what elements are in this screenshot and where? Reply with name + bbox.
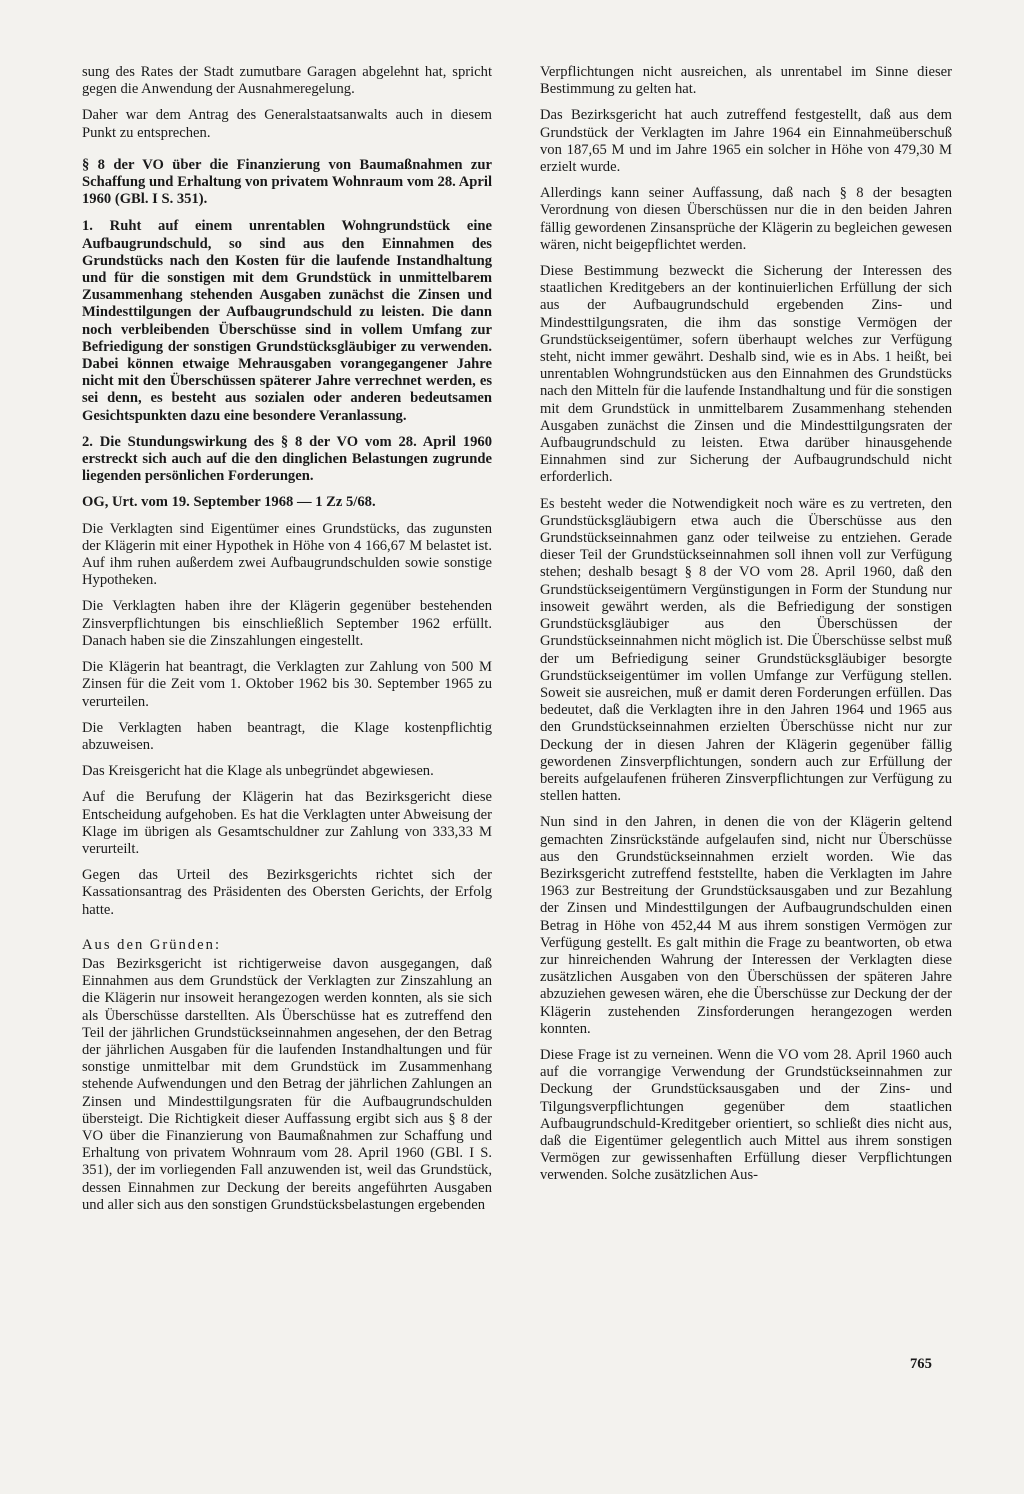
paragraph: Die Verklagten sind Eigentümer eines Grundstücks, das zugunsten der Klägerin mit einer Hypothek in Höhe von 4 166,67 M belastet ist. Auf ihm ruhen außerdem zwei Aufbaugrundschulden sowie sonstige Hypotheken. xyxy=(82,520,492,589)
paragraph: Daher war dem Antrag des Generalstaatsanwalts auch in diesem Punkt zu entsprechen. xyxy=(82,107,492,141)
paragraph: Die Verklagten haben beantragt, die Klage kostenpflichtig abzuweisen. xyxy=(82,719,492,753)
paragraph: Diese Frage ist zu verneinen. Wenn die VO vom 28. April 1960 auch auf die vorrangige Verwendung der Grundstückseinnahmen zur Deckung der Grundstücksausgaben und der Zins- und Tilgungsverpflichtungen gegenüber dem staatlichen Aufbaugrundschuld-Kreditgeber orientiert, so schließt dies nicht aus, daß die Eigentümer gelegentlich auch Mittel aus ihrem sonstigen Vermögen zur gewissenhaften Erfüllung dieser Verpflichtungen verwenden. Solche zusätzlichen Aus- xyxy=(540,1046,952,1184)
paragraph: Verpflichtungen nicht ausreichen, als unrentabel im Sinne dieser Bestimmung zu gelten hat. xyxy=(540,64,952,98)
paragraph: Allerdings kann seiner Auffassung, daß nach § 8 der besagten Verordnung von diesen Überschüssen nur die in den beiden Jahren fällig gewordenen Zinsansprüche der Klägerin zu begleichen gewesen wären, nicht beigepflichtet werden. xyxy=(540,185,952,253)
law-reference-heading: § 8 der VO über die Finanzierung von Baumaßnahmen zur Schaffung und Erhaltung von privatem Wohnraum vom 28. April 1960 (GBl. I S. 351). xyxy=(82,156,492,208)
paragraph: Es besteht weder die Notwendigkeit noch wäre es zu vertreten, den Grundstücksgläubigern etwa auch die Überschüsse aus den Grundstückseinnahmen ganz oder teilweise zu entziehen. Gerade dieser Teil der Grundstückseinnahmen soll ihnen voll zur Verfügung stehen; deshalb besagt § 8 der VO vom 28. April 1960, daß den Grundstückseigentümern Vergünstigungen in Form der Stundung nur insoweit gewährt werden, als die Befriedigung der sonstigen Grundstücksgläubiger aus den Überschüssen der Grundstückseinnahmen nicht möglich ist. Die Überschüsse selbst muß der um Befriedigung seiner Grundstücksgläubiger besorgte Grundstückseigentümer im vollen Umfange zur Verfügung stellen. Soweit sie ausreichen, muß er damit deren Forderungen erfüllen. Das bedeutet, daß die Verklagten ihre in den Jahren 1964 und 1965 aus den Grundstückseinnahmen erzielten Überschüsse nicht nur zur Deckung der in diesen Jahren der Klägerin gegenüber fällig gewordenen Zinsverpflichtungen, sondern auch zur Erfüllung der bereits aufgelaufenen früheren Zinsverpflichtungen zur Verfügung zu stellen hatten. xyxy=(540,495,952,805)
headnote-1: 1. Ruht auf einem unrentablen Wohngrundstück eine Aufbaugrundschuld, so sind aus den Einnahmen des Grundstücks nach den Kosten für die laufende Instandhaltung und für die sonstigen mit dem Grundstück in unmittelbarem Zusammenhang stehenden Ausgaben zunächst die Zinsen und Mindesttilgungen der Aufbaugrundschuld zu leisten. Die dann noch verbleibenden Überschüsse sind in vollem Umfang zur Befriedigung der sonstigen Grundstücksgläubiger zu verwenden. Dabei können etwaige Mehrausgaben vorangegangener Jahre nicht mit den Überschüssen späterer Jahre verrechnet werden, es sei denn, es besteht aus sozialen oder anderen bedeutsamen Gesichtspunkten dazu eine besondere Veranlassung. xyxy=(82,218,492,424)
paragraph: Diese Bestimmung bezweckt die Sicherung der Interessen des staatlichen Kreditgebers an der kontinuierlichen Erfüllung der sich aus der Aufbaugrundschuld ergebenden Zins- und Mindesttilgungsraten, die ihm das sonstige Vermögen der Grundstückseigentümer, sofern überhaupt welches zur Verfügung steht, nicht immer gewährt. Deshalb sind, wie es in Abs. 1 heißt, bei unrentablen Wohngrundstücken aus den Einnahmen des Grundstücks nach den Mitteln für die laufende Instandhaltung und für die sonstigen mit dem Grundstück in unmittelbarem Zusammenhang stehenden Ausgaben zunächst die Zinsen und die Mindesttilgungsraten der Aufbaugrundschuld zu leisten. Etwa darüber hinausgehende Einnahmen sind zur Sicherung der Aufbaugrundschuld nicht erforderlich. xyxy=(540,263,952,486)
grounds-title: Aus den Gründen: xyxy=(82,936,222,953)
paragraph: Das Bezirksgericht hat auch zutreffend festgestellt, daß aus dem Grundstück der Verklagten im Jahre 1964 ein Einnahmeüberschuß von 187,65 M und im Jahre 1965 ein solcher in Höhe von 479,30 M erzielt wurde. xyxy=(540,107,952,176)
paragraph: sung des Rates der Stadt zumutbare Garagen abgelehnt hat, spricht gegen die Anwendung der Ausnahmeregelung. xyxy=(82,64,492,98)
paragraph: Die Klägerin hat beantragt, die Verklagten zur Zahlung von 500 M Zinsen für die Zeit vom 1. Oktober 1962 bis 30. September 1965 zu verurteilen. xyxy=(82,659,492,710)
paragraph: Auf die Berufung der Klägerin hat das Bezirksgericht diese Entscheidung aufgehoben. Es hat die Verklagten unter Abweisung der Klage im übrigen als Gesamtschuldner zur Zahlung von 333,33 M verurteilt. xyxy=(82,789,492,857)
paragraph: Das Kreisgericht hat die Klage als unbegründet abgewiesen. xyxy=(82,763,434,780)
right-column xyxy=(540,64,952,1194)
left-column xyxy=(82,64,492,1223)
paragraph: Nun sind in den Jahren, in denen die von der Klägerin geltend gemachten Zinsrückstände aufgelaufen sind, nicht nur Überschüsse aus den Grundstückseinnahmen erzielt worden. Wie das Bezirksgericht zutreffend feststellte, haben die Verklagten im Jahre 1963 zur Bestreitung der Grundstücksausgaben und zur Bezahlung der Zinsen und Mindesttilgungen der Aufbaugrundschulden einen Betrag in Höhe von 452,44 M aus ihrem sonstigen Vermögen zur Verfügung gestellt. Es galt mithin die Frage zu beantworten, ob etwa zur hinreichenden Wahrung der Interessen der Verklagten diese zusätzlichen Ausgaben von den Überschüssen der späteren Jahre abzuziehen gewesen wären, ehe die Überschüsse zur Deckung der der Klägerin zustehenden Zinsforderungen herangezogen werden konnten. xyxy=(540,814,952,1037)
paragraph: Die Verklagten haben ihre der Klägerin gegenüber bestehenden Zinsverpflichtungen bis einschließlich September 1962 erfüllt. Danach haben sie die Zinszahlungen eingestellt. xyxy=(82,598,492,649)
paragraph: Gegen das Urteil des Bezirksgerichts richtet sich der Kassationsantrag des Präsidenten des Obersten Gerichts, der Erfolg hatte. xyxy=(82,867,492,918)
paragraph: Das Bezirksgericht ist richtigerweise davon ausgegangen, daß Einnahmen aus dem Grundstück der Verklagten zur Zinszahlung an die Klägerin nur insoweit herangezogen werden konnten, als sie sich als Überschüsse darstellten. Als Überschüsse hat es zutreffend den Teil der jährlichen Grundstückseinnahmen angesehen, der den Betrag der jährlichen Ausgaben für die laufenden Instandhaltungen und für sonstige unmittelbar mit dem Grundstück im Zusammenhang stehende Aufwendungen und den Betrag der jährlichen Zahlungen an Zinsen und Mindesttilgungsraten für die Aufbaugrundschulden übersteigt. Die Richtigkeit dieser Auffassung ergibt sich aus § 8 der VO über die Finanzierung von Baumaßnahmen zur Schaffung und Erhaltung von privatem Wohnraum vom 28. April 1960 (GBl. I S. 351), der im vorliegenden Fall anzuwenden ist, weil das Grundstück, dessen Einnahmen zur Deckung der bereits angeführten Ausgaben und aller sich aus den sonstigen Grundstücksbelastungen ergebenden xyxy=(82,955,492,1213)
page-number: 765 xyxy=(910,1356,932,1372)
headnote-2: 2. Die Stundungswirkung des § 8 der VO vom 28. April 1960 erstreckt sich auch auf die den dinglichen Belastungen zugrunde liegenden persönlichen Forderungen. xyxy=(82,433,492,485)
case-citation: OG, Urt. vom 19. September 1968 — 1 Zz 5/68. xyxy=(82,494,376,511)
